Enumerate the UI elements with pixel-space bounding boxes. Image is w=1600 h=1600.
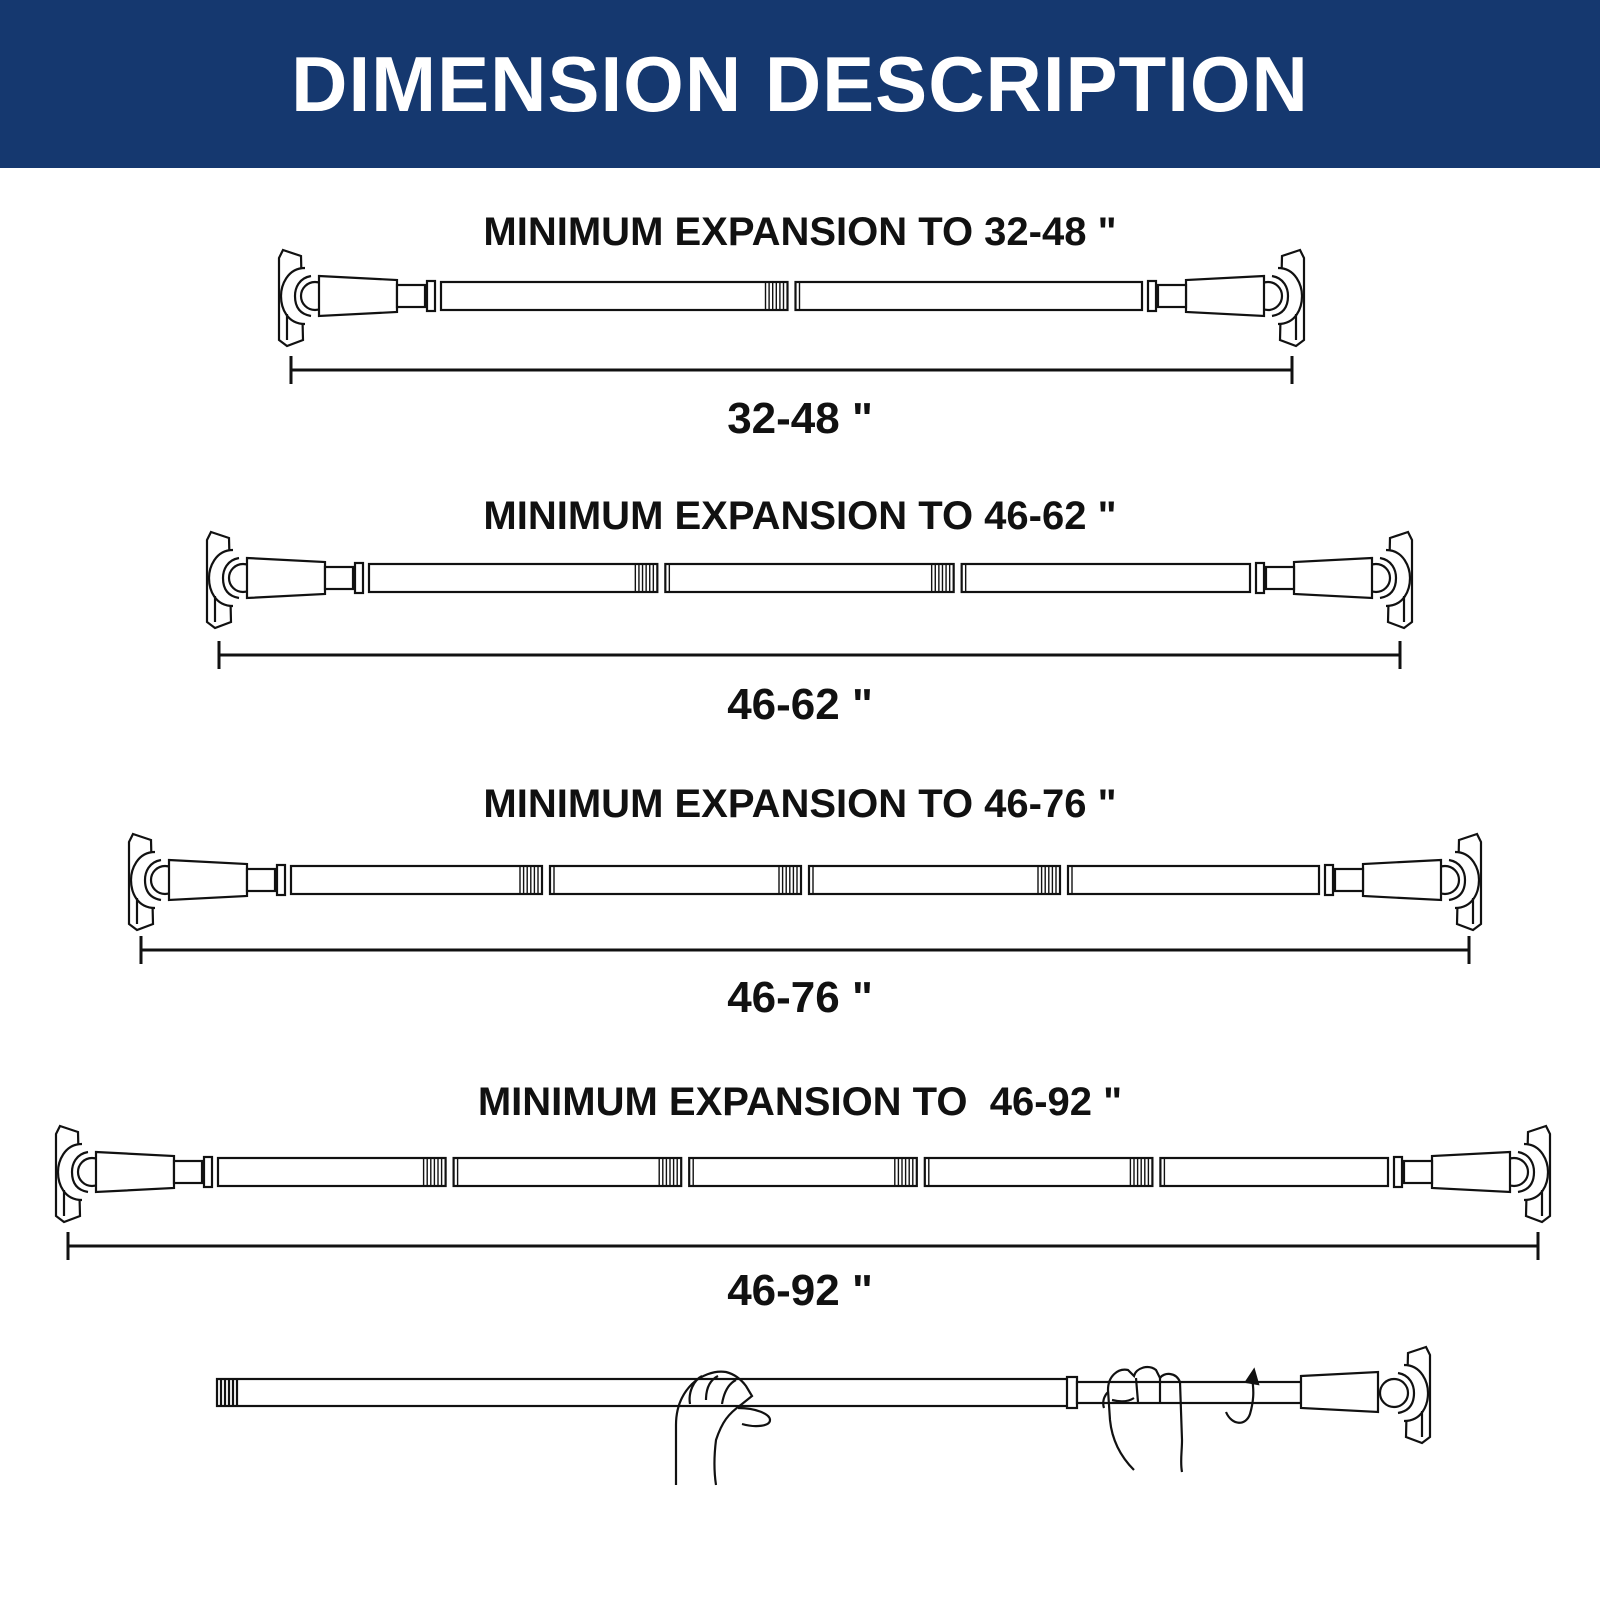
wall-mount-icon bbox=[1380, 1347, 1430, 1443]
caption-section-2: MINIMUM EXPANSION TO 46-62 " bbox=[483, 494, 1117, 538]
ring bbox=[204, 1157, 212, 1187]
rod-4 bbox=[56, 1126, 1550, 1222]
collar bbox=[247, 869, 275, 891]
ring bbox=[355, 563, 363, 593]
tube-segment bbox=[1068, 866, 1319, 894]
tube-segment bbox=[550, 866, 801, 894]
collar bbox=[1404, 1161, 1432, 1183]
tube-segment bbox=[962, 564, 1250, 592]
ring bbox=[1325, 865, 1333, 895]
tube-segment bbox=[454, 1158, 682, 1186]
tube-segment bbox=[291, 866, 542, 894]
tube-segment bbox=[218, 1158, 446, 1186]
collar bbox=[1158, 285, 1186, 307]
caption-section-1: MINIMUM EXPANSION TO 32-48 " bbox=[483, 210, 1117, 254]
end-cap bbox=[1432, 1152, 1510, 1192]
dimension-line-1 bbox=[291, 356, 1292, 384]
ring bbox=[277, 865, 285, 895]
rod-2 bbox=[207, 532, 1412, 628]
caption-section-3: MINIMUM EXPANSION TO 46-76 " bbox=[483, 782, 1117, 826]
ring bbox=[1394, 1157, 1402, 1187]
collar bbox=[1335, 869, 1363, 891]
tension-rod-icon bbox=[217, 1372, 1378, 1412]
rod-3 bbox=[129, 834, 1481, 930]
collar bbox=[1266, 567, 1294, 589]
dimension-label-1: 32-48 " bbox=[727, 394, 873, 443]
tube-segment bbox=[796, 282, 1143, 310]
tube-segment bbox=[1160, 1158, 1388, 1186]
ring bbox=[427, 281, 435, 311]
tube-segment bbox=[441, 282, 788, 310]
ring bbox=[1256, 563, 1264, 593]
dimension-line-4 bbox=[68, 1232, 1538, 1260]
end-cap bbox=[1186, 276, 1264, 316]
dimension-line-2 bbox=[219, 641, 1400, 669]
install-illustration bbox=[217, 1347, 1430, 1485]
dimension-label-2: 46-62 " bbox=[727, 680, 873, 729]
tube-segment bbox=[809, 866, 1060, 894]
collar bbox=[397, 285, 425, 307]
end-cap bbox=[96, 1152, 174, 1192]
ring bbox=[1148, 281, 1156, 311]
collar bbox=[325, 567, 353, 589]
end-cap bbox=[1363, 860, 1441, 900]
dimension-label-3: 46-76 " bbox=[727, 973, 873, 1022]
tube-segment bbox=[925, 1158, 1153, 1186]
end-cap bbox=[169, 860, 247, 900]
caption-section-4: MINIMUM EXPANSION TO 46-92 " bbox=[477, 1080, 1123, 1124]
end-cap bbox=[1294, 558, 1372, 598]
collar bbox=[174, 1161, 202, 1183]
dimension-line-3 bbox=[141, 936, 1469, 964]
tube-segment bbox=[689, 1158, 917, 1186]
end-cap bbox=[247, 558, 325, 598]
dimension-label-4: 46-92 " bbox=[727, 1266, 873, 1315]
tube-segment bbox=[369, 564, 657, 592]
tube-segment bbox=[665, 564, 953, 592]
end-cap bbox=[319, 276, 397, 316]
rod-1 bbox=[279, 250, 1304, 346]
page-title: DIMENSION DESCRIPTION bbox=[291, 40, 1309, 128]
